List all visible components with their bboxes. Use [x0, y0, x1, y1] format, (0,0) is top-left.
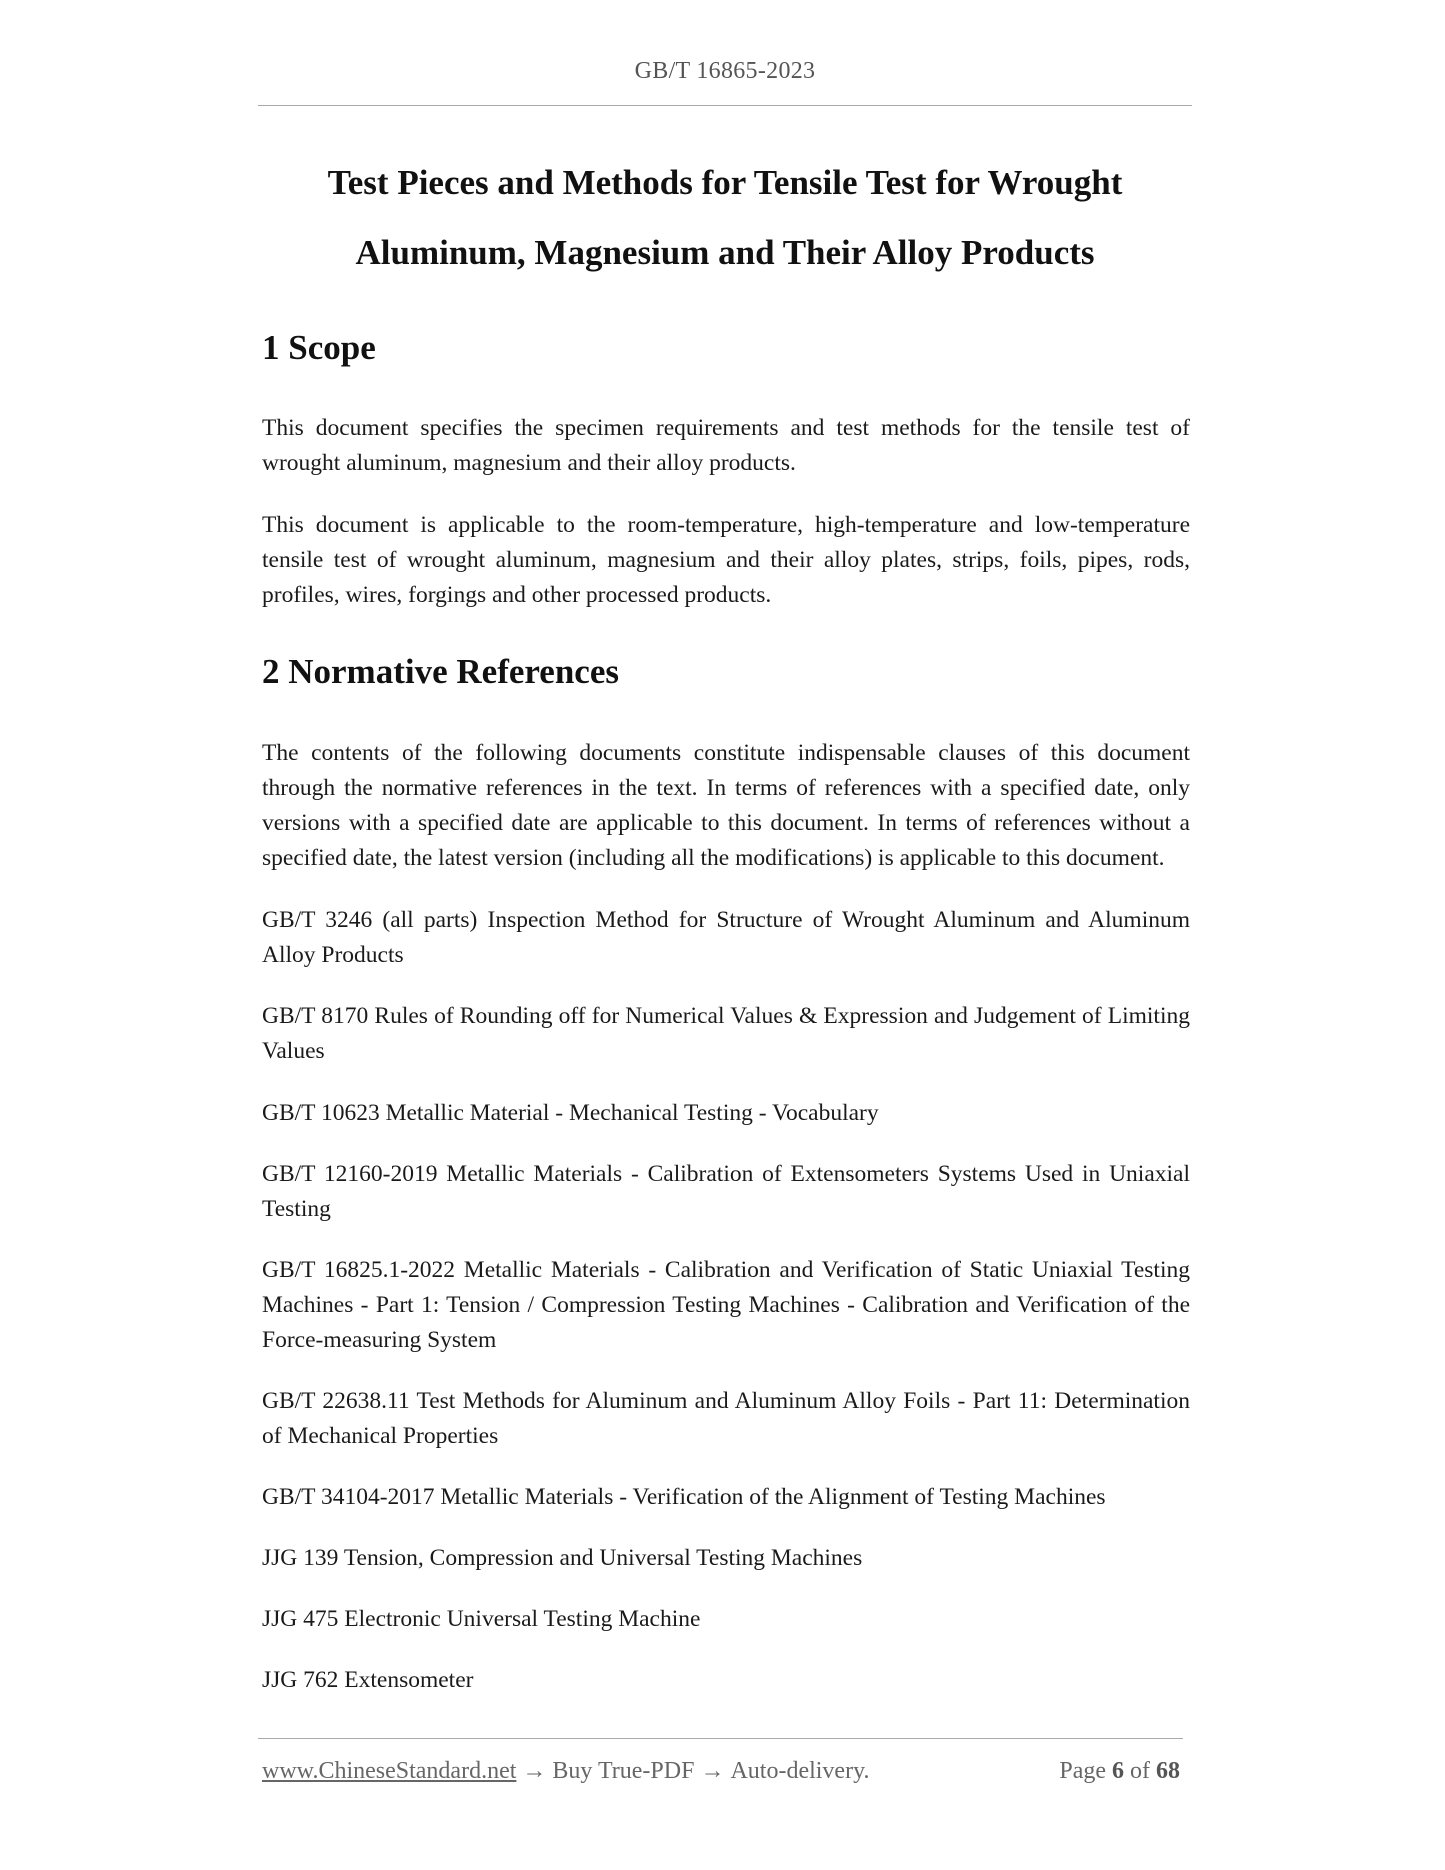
page-total: 68 — [1156, 1758, 1180, 1784]
page-number — [1059, 1758, 1180, 1785]
scope-heading: 1 Scope — [262, 328, 376, 367]
running-header: GB/T 16865-2023 — [634, 58, 816, 84]
reference-item: GB/T 22638.11 Test Methods for Aluminum and Aluminum Alloy Foils - Part 11: Determination of Mechanical Properties — [262, 1388, 1190, 1449]
scope-paragraph-2: This document is applicable to the room-temperature, high-temperature and low-temperature tensile test of wrought aluminum, magnesium and their alloy plates, strips, foils, pipes, rods, profiles, wires, forgings and other processed products. — [262, 512, 1190, 608]
header-divider — [258, 105, 1192, 106]
arrow-right-icon: → — [700, 1758, 725, 1784]
section-scope — [262, 318, 1190, 378]
references-heading: 2 Normative References — [262, 652, 619, 691]
reference-item: GB/T 16825.1-2022 Metallic Materials - Calibration and Verification of Static Uniaxial Testing Machines - Part 1: Tension / Compression Testing Machines - Calibration and Verification of the Force-measuring System — [262, 1257, 1190, 1353]
chinesestandard-link[interactable]: www.ChineseStandard.net — [262, 1758, 517, 1784]
section-normative-references — [262, 642, 1190, 702]
buy-true-pdf-text: Buy True-PDF — [552, 1758, 695, 1784]
page-footer — [262, 1758, 1180, 1792]
title-line-1: Test Pieces and Methods for Tensile Test for Wrought — [327, 163, 1123, 202]
document-title — [258, 148, 1192, 288]
reference-item: GB/T 3246 (all parts) Inspection Method for Structure of Wrought Aluminum and Aluminum Alloy Products — [262, 907, 1190, 968]
references-intro: The contents of the following documents constitute indispensable clauses of this document through the normative references in the text. In terms of references with a specified date, only versions with a specified date are applicable to this document. In terms of references without a specified date, the latest version (including all the modifications) is applicable to this document. — [262, 740, 1190, 871]
reference-item: JJG 475 Electronic Universal Testing Machine — [262, 1606, 701, 1632]
reference-item: JJG 139 Tension, Compression and Universal Testing Machines — [262, 1545, 863, 1571]
auto-delivery-text: Auto-delivery. — [730, 1758, 870, 1784]
of-label: of — [1130, 1758, 1150, 1784]
footer-promo — [262, 1758, 870, 1785]
reference-item: GB/T 34104-2017 Metallic Materials - Verification of the Alignment of Testing Machines — [262, 1484, 1106, 1510]
footer-divider — [258, 1738, 1183, 1739]
reference-item: GB/T 8170 Rules of Rounding off for Numerical Values & Expression and Judgement of Limiting Values — [262, 1003, 1190, 1064]
page-current: 6 — [1112, 1758, 1124, 1784]
reference-item: JJG 762 Extensometer — [262, 1667, 474, 1693]
page-label: Page — [1059, 1758, 1106, 1784]
title-line-2: Aluminum, Magnesium and Their Alloy Products — [355, 233, 1095, 272]
arrow-right-icon: → — [522, 1758, 547, 1784]
scope-paragraph-1: This document specifies the specimen requirements and test methods for the tensile test of wrought aluminum, magnesium and their alloy products. — [262, 415, 1190, 476]
reference-item: GB/T 10623 Metallic Material - Mechanical Testing - Vocabulary — [262, 1100, 879, 1126]
reference-item: GB/T 12160-2019 Metallic Materials - Calibration of Extensometers Systems Used in Uniaxial Testing — [262, 1161, 1190, 1222]
